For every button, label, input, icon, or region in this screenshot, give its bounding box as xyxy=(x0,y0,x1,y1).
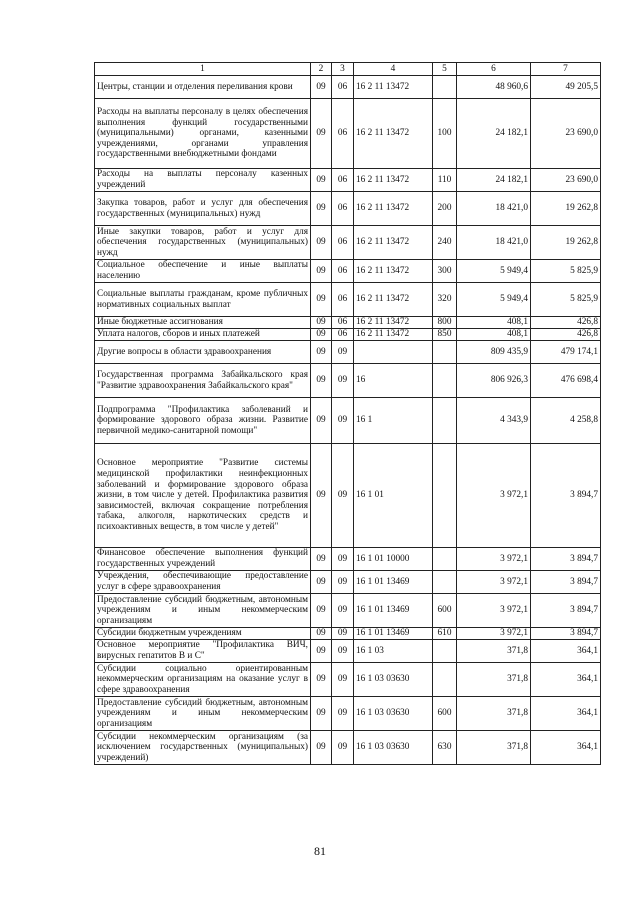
subsection-code: 06 xyxy=(332,76,354,99)
column-header: 5 xyxy=(433,63,457,76)
row-name: Социальные выплаты гражданам, кроме публичных нормативных социальных выплат xyxy=(95,283,311,317)
expense-type-code xyxy=(433,341,457,364)
target-article-code: 16 1 01 13469 xyxy=(354,628,433,640)
section-code: 09 xyxy=(311,76,332,99)
subsection-code: 06 xyxy=(332,329,354,341)
amount-year-1: 3 972,1 xyxy=(457,444,531,548)
amount-year-1: 371,8 xyxy=(457,697,531,731)
target-article-code: 16 2 11 13472 xyxy=(354,76,433,99)
subsection-code: 06 xyxy=(332,99,354,169)
column-header: 4 xyxy=(354,63,433,76)
amount-year-1: 5 949,4 xyxy=(457,260,531,283)
subsection-code: 09 xyxy=(332,640,354,663)
expense-type-code xyxy=(433,398,457,444)
section-code: 09 xyxy=(311,99,332,169)
table-row xyxy=(95,731,601,765)
table-row xyxy=(95,364,601,398)
amount-year-1: 5 949,4 xyxy=(457,283,531,317)
section-code: 09 xyxy=(311,226,332,260)
row-name: Социальное обеспечение и иные выплаты населению xyxy=(95,260,311,283)
section-code: 09 xyxy=(311,594,332,628)
table-row xyxy=(95,192,601,226)
section-code: 09 xyxy=(311,444,332,548)
subsection-code: 06 xyxy=(332,226,354,260)
section-code: 09 xyxy=(311,663,332,697)
amount-year-2: 3 894,7 xyxy=(531,571,601,594)
section-code: 09 xyxy=(311,640,332,663)
target-article-code: 16 1 xyxy=(354,398,433,444)
expense-type-code xyxy=(433,571,457,594)
column-header: 2 xyxy=(311,63,332,76)
row-name: Закупка товаров, работ и услуг для обеспечения государственных (муниципальных) нужд xyxy=(95,192,311,226)
subsection-code: 09 xyxy=(332,341,354,364)
subsection-code: 09 xyxy=(332,594,354,628)
table-row xyxy=(95,571,601,594)
row-name: Финансовое обеспечение выполнения функций государственных учреждений xyxy=(95,548,311,571)
header-row xyxy=(95,63,601,76)
expense-type-code: 600 xyxy=(433,594,457,628)
amount-year-1: 24 182,1 xyxy=(457,169,531,192)
subsection-code: 09 xyxy=(332,731,354,765)
table-row xyxy=(95,594,601,628)
amount-year-2: 3 894,7 xyxy=(531,594,601,628)
table-row xyxy=(95,283,601,317)
section-code: 09 xyxy=(311,260,332,283)
target-article-code: 16 1 03 xyxy=(354,640,433,663)
target-article-code: 16 1 01 13469 xyxy=(354,571,433,594)
target-article-code: 16 1 01 10000 xyxy=(354,548,433,571)
amount-year-2: 4 258,8 xyxy=(531,398,601,444)
table-row xyxy=(95,76,601,99)
amount-year-1: 18 421,0 xyxy=(457,192,531,226)
amount-year-2: 23 690,0 xyxy=(531,169,601,192)
table-row xyxy=(95,548,601,571)
expense-type-code: 300 xyxy=(433,260,457,283)
table-row xyxy=(95,169,601,192)
table-row xyxy=(95,226,601,260)
expense-type-code: 630 xyxy=(433,731,457,765)
table-row xyxy=(95,329,601,341)
subsection-code: 09 xyxy=(332,697,354,731)
amount-year-1: 48 960,6 xyxy=(457,76,531,99)
expense-type-code xyxy=(433,548,457,571)
section-code: 09 xyxy=(311,398,332,444)
expense-type-code xyxy=(433,364,457,398)
expense-type-code: 100 xyxy=(433,99,457,169)
row-name: Подпрограмма "Профилактика заболеваний и формирование здорового образа жизни. Развитие первичной медико-санитарной помощи" xyxy=(95,398,311,444)
table-row xyxy=(95,260,601,283)
section-code: 09 xyxy=(311,169,332,192)
amount-year-2: 364,1 xyxy=(531,697,601,731)
expense-type-code xyxy=(433,76,457,99)
expense-type-code: 800 xyxy=(433,317,457,329)
subsection-code: 09 xyxy=(332,364,354,398)
amount-year-2: 364,1 xyxy=(531,640,601,663)
expense-type-code xyxy=(433,444,457,548)
table-row xyxy=(95,444,601,548)
expense-type-code: 110 xyxy=(433,169,457,192)
section-code: 09 xyxy=(311,364,332,398)
amount-year-1: 3 972,1 xyxy=(457,594,531,628)
section-code: 09 xyxy=(311,548,332,571)
amount-year-2: 23 690,0 xyxy=(531,99,601,169)
amount-year-2: 476 698,4 xyxy=(531,364,601,398)
column-header: 6 xyxy=(457,63,531,76)
amount-year-2: 19 262,8 xyxy=(531,226,601,260)
amount-year-1: 24 182,1 xyxy=(457,99,531,169)
section-code: 09 xyxy=(311,192,332,226)
amount-year-1: 371,8 xyxy=(457,731,531,765)
amount-year-2: 3 894,7 xyxy=(531,628,601,640)
section-code: 09 xyxy=(311,571,332,594)
section-code: 09 xyxy=(311,731,332,765)
row-name: Предоставление субсидий бюджетным, автономным учреждениям и иным некоммерческим организациям xyxy=(95,697,311,731)
subsection-code: 06 xyxy=(332,192,354,226)
amount-year-2: 426,8 xyxy=(531,329,601,341)
amount-year-2: 3 894,7 xyxy=(531,548,601,571)
row-name: Основное мероприятие "Профилактика ВИЧ, вирусных гепатитов В и С" xyxy=(95,640,311,663)
row-name: Субсидии социально ориентированным некоммерческим организациям на оказание услуг в сфере здравоохранения xyxy=(95,663,311,697)
amount-year-1: 3 972,1 xyxy=(457,548,531,571)
expense-type-code xyxy=(433,640,457,663)
target-article-code: 16 1 03 03630 xyxy=(354,663,433,697)
row-name: Иные закупки товаров, работ и услуг для обеспечения государственных (муниципальных) нужд xyxy=(95,226,311,260)
expense-type-code: 850 xyxy=(433,329,457,341)
row-name: Предоставление субсидий бюджетным, автономным учреждениям и иным некоммерческим организациям xyxy=(95,594,311,628)
subsection-code: 06 xyxy=(332,283,354,317)
table-row xyxy=(95,317,601,329)
table-row xyxy=(95,663,601,697)
table-row xyxy=(95,697,601,731)
amount-year-1: 806 926,3 xyxy=(457,364,531,398)
expense-type-code: 240 xyxy=(433,226,457,260)
row-name: Субсидии некоммерческим организациям (за исключением государственных (муниципальных) учреждений) xyxy=(95,731,311,765)
target-article-code xyxy=(354,341,433,364)
subsection-code: 09 xyxy=(332,571,354,594)
row-name: Центры, станции и отделения переливания крови xyxy=(95,76,311,99)
amount-year-1: 371,8 xyxy=(457,640,531,663)
amount-year-1: 371,8 xyxy=(457,663,531,697)
column-header: 1 xyxy=(95,63,311,76)
row-name: Государственная программа Забайкальского края "Развитие здравоохранения Забайкальского края" xyxy=(95,364,311,398)
expense-type-code xyxy=(433,663,457,697)
subsection-code: 09 xyxy=(332,398,354,444)
section-code: 09 xyxy=(311,317,332,329)
target-article-code: 16 2 11 13472 xyxy=(354,260,433,283)
row-name: Расходы на выплаты персоналу казенных учреждений xyxy=(95,169,311,192)
target-article-code: 16 1 03 03630 xyxy=(354,697,433,731)
target-article-code: 16 1 01 13469 xyxy=(354,594,433,628)
amount-year-2: 5 825,9 xyxy=(531,283,601,317)
row-name: Иные бюджетные ассигнования xyxy=(95,317,311,329)
target-article-code: 16 2 11 13472 xyxy=(354,192,433,226)
target-article-code: 16 2 11 13472 xyxy=(354,317,433,329)
target-article-code: 16 2 11 13472 xyxy=(354,99,433,169)
table-row xyxy=(95,640,601,663)
expense-type-code: 320 xyxy=(433,283,457,317)
section-code: 09 xyxy=(311,283,332,317)
section-code: 09 xyxy=(311,697,332,731)
amount-year-2: 479 174,1 xyxy=(531,341,601,364)
row-name: Расходы на выплаты персоналу в целях обеспечения выполнения функций государственными (муниципальными) органами, казенными учреждениями, органами управления государственными внебюджетными фондами xyxy=(95,99,311,169)
subsection-code: 06 xyxy=(332,317,354,329)
target-article-code: 16 1 03 03630 xyxy=(354,731,433,765)
section-code: 09 xyxy=(311,628,332,640)
target-article-code: 16 1 01 xyxy=(354,444,433,548)
amount-year-2: 426,8 xyxy=(531,317,601,329)
target-article-code: 16 2 11 13472 xyxy=(354,226,433,260)
table-row xyxy=(95,341,601,364)
row-name: Субсидии бюджетным учреждениям xyxy=(95,628,311,640)
amount-year-1: 18 421,0 xyxy=(457,226,531,260)
subsection-code: 09 xyxy=(332,663,354,697)
amount-year-2: 19 262,8 xyxy=(531,192,601,226)
budget-table xyxy=(94,62,601,765)
subsection-code: 06 xyxy=(332,260,354,283)
subsection-code: 06 xyxy=(332,169,354,192)
expense-type-code: 600 xyxy=(433,697,457,731)
column-header: 3 xyxy=(332,63,354,76)
amount-year-2: 364,1 xyxy=(531,663,601,697)
amount-year-1: 4 343,9 xyxy=(457,398,531,444)
expense-type-code: 200 xyxy=(433,192,457,226)
amount-year-2: 3 894,7 xyxy=(531,444,601,548)
row-name: Уплата налогов, сборов и иных платежей xyxy=(95,329,311,341)
amount-year-2: 5 825,9 xyxy=(531,260,601,283)
amount-year-1: 408,1 xyxy=(457,317,531,329)
row-name: Другие вопросы в области здравоохранения xyxy=(95,341,311,364)
amount-year-1: 809 435,9 xyxy=(457,341,531,364)
section-code: 09 xyxy=(311,341,332,364)
target-article-code: 16 2 11 13472 xyxy=(354,283,433,317)
row-name: Основное мероприятие "Развитие системы медицинской профилактики неинфекционных заболеваний и формирование здорового образа жизни, в том числе у детей. Профилактика развития зависимостей, включая сокращение потребления табака, алкоголя, наркотических средств и психоактивных веществ, в том числе у детей" xyxy=(95,444,311,548)
amount-year-2: 49 205,5 xyxy=(531,76,601,99)
target-article-code: 16 2 11 13472 xyxy=(354,329,433,341)
subsection-code: 09 xyxy=(332,444,354,548)
page-number: 81 xyxy=(314,844,326,858)
target-article-code: 16 2 11 13472 xyxy=(354,169,433,192)
expense-type-code: 610 xyxy=(433,628,457,640)
table-row xyxy=(95,99,601,169)
row-name: Учреждения, обеспечивающие предоставление услуг в сфере здравоохранения xyxy=(95,571,311,594)
amount-year-1: 3 972,1 xyxy=(457,628,531,640)
amount-year-1: 3 972,1 xyxy=(457,571,531,594)
section-code: 09 xyxy=(311,329,332,341)
table-row xyxy=(95,398,601,444)
subsection-code: 09 xyxy=(332,628,354,640)
amount-year-1: 408,1 xyxy=(457,329,531,341)
column-header: 7 xyxy=(531,63,601,76)
subsection-code: 09 xyxy=(332,548,354,571)
amount-year-2: 364,1 xyxy=(531,731,601,765)
target-article-code: 16 xyxy=(354,364,433,398)
table-row xyxy=(95,628,601,640)
